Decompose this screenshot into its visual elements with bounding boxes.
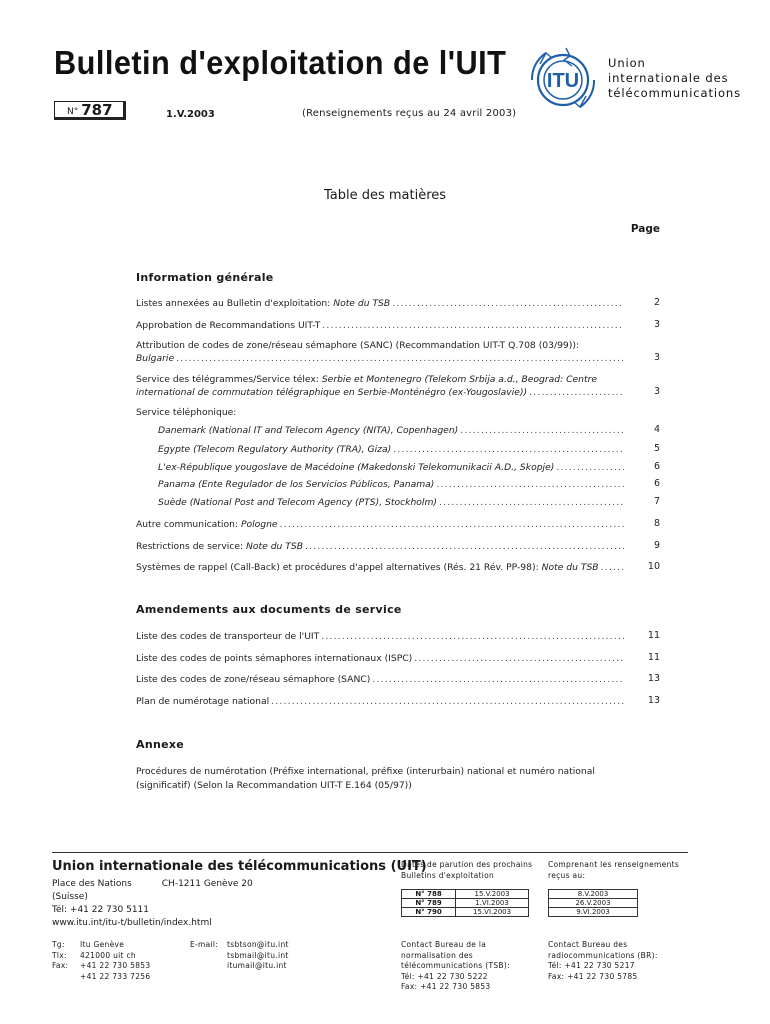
footer-web-link[interactable]: www.itu.int/itu-t/bulletin/index.html	[52, 918, 212, 928]
toc-page: 2	[653, 297, 660, 308]
email-link[interactable]: itumail@itu.int	[227, 961, 287, 970]
toc-page: 5	[653, 443, 660, 454]
footer-divider	[52, 852, 688, 853]
section-title: Information générale	[136, 271, 274, 284]
table-row: N° 789 1.VI.2003	[402, 899, 529, 908]
page-column-label: Page	[630, 223, 660, 235]
publication-dates-title: Dates de parution des prochains Bulletins d'exploitation	[401, 860, 533, 880]
email-link[interactable]: tsbtson@itu.int	[227, 940, 289, 949]
toc-entry[interactable]: Danemark (National IT and Telecom Agency (NITA), Copenhagen) .....	[158, 424, 624, 437]
table-row: 9.VI.2003	[549, 908, 638, 917]
toc-entry[interactable]: Panama (Ente Regulador de los Servicios Públicos, Panama) .....	[158, 478, 624, 491]
toc-entry[interactable]: Listes annexées au Bulletin d'exploitation: Note du TSB .....	[136, 297, 624, 310]
toc-entry[interactable]: Liste des codes de zone/réseau sémaphore (SANC) .....	[136, 673, 624, 686]
received-info-title: Comprenant les renseignements reçus au:	[548, 860, 680, 880]
toc-page: 11	[647, 652, 660, 663]
toc-page: 8	[653, 518, 660, 529]
org-name-line2: internationale des	[608, 71, 729, 85]
footer-address: Place des Nations CH-1211 Genève 20 (Suisse) Tél: +41 22 730 5111 www.itu.int/itu-t/bulletin/index.html	[52, 878, 382, 930]
toc-page: 3	[653, 319, 660, 330]
toc-page: 13	[647, 673, 660, 684]
toc-subheading: Service téléphonique:	[136, 407, 237, 418]
toc-entry[interactable]: Restrictions de service: Note du TSB .....	[136, 540, 624, 553]
toc-entry[interactable]: Attribution de codes de zone/réseau sémaphore (SANC) (Recommandation UIT-T Q.708 (03/99)): Bulgarie .....	[136, 339, 624, 365]
toc-page: 4	[653, 424, 660, 435]
toc-page: 10	[647, 561, 660, 572]
toc-entry[interactable]: Egypte (Telecom Regulatory Authority (TRA), Giza) .....	[158, 443, 624, 456]
org-name-block	[608, 56, 741, 101]
toc-page: 3	[653, 352, 660, 363]
issue-number: 787	[81, 101, 113, 119]
toc-heading: Table des matières	[323, 188, 447, 203]
footer-org-name: Union internationale des télécommunications (UIT)	[52, 859, 427, 874]
section-title: Annexe	[136, 738, 184, 751]
issue-note: (Renseignements reçus au 24 avril 2003)	[302, 108, 517, 119]
toc-entry[interactable]: Suède (National Post and Telecom Agency (PTS), Stockholm) .....	[158, 496, 624, 509]
table-row: N° 790 15.VI.2003	[402, 908, 529, 917]
table-row: N° 788 15.V.2003	[402, 890, 529, 899]
footer-emails: E-mail: tsbtson@itu.int tsbmail@itu.int itumail@itu.int	[190, 940, 289, 970]
toc-entry[interactable]: Service des télégrammes/Service télex: Serbie et Montenegro (Telekom Srbija a.d., Beograd: Centre international de commutation télégraphique en Serbie-Monténégro (ex-Yougoslavie)) .....	[136, 373, 624, 399]
itu-logo	[528, 44, 598, 114]
section-title: Amendements aux documents de service	[136, 603, 402, 616]
org-name-line3: télécommunications	[608, 86, 741, 100]
table-row: 26.V.2003	[549, 899, 638, 908]
toc-page: 13	[647, 695, 660, 706]
toc-entry[interactable]: Liste des codes de points sémaphores internationaux (ISPC) .....	[136, 652, 624, 665]
br-contact: Contact Bureau des radiocommunications (BR): Tél: +41 22 730 5217 Fax: +41 22 730 5785	[548, 940, 658, 981]
bulletin-title: Bulletin d'exploitation de l'UIT	[54, 44, 507, 81]
toc-entry[interactable]: Liste des codes de transporteur de l'UIT .....	[136, 630, 624, 643]
toc-page: 3	[653, 386, 660, 397]
footer-contacts: Tg: Itu Genève Tlx: 421000 uit ch Fax: +41 22 730 5853 +41 22 733 7256	[52, 940, 151, 981]
received-dates-table	[548, 889, 638, 917]
toc-entry[interactable]: Plan de numérotage national .....	[136, 695, 624, 708]
issue-prefix: N°	[67, 107, 79, 117]
toc-page: 6	[653, 461, 660, 472]
upcoming-issues-table	[401, 889, 529, 917]
org-name-line1: Union	[608, 56, 646, 70]
toc-entry[interactable]: Autre communication: Pologne .....	[136, 518, 624, 531]
toc-page: 11	[647, 630, 660, 641]
toc-page: 7	[653, 496, 660, 507]
toc-entry[interactable]: Systèmes de rappel (Call-Back) et procédures d'appel alternatives (Rés. 21 Rév. PP-98): Note du TSB .....	[136, 561, 624, 574]
email-link[interactable]: tsbmail@itu.int	[227, 950, 289, 960]
tsb-contact: Contact Bureau de la normalisation des télécommunications (TSB): Tél: +41 22 730 5222 Fax: +41 22 730 5853	[401, 940, 510, 991]
logo-text: ITU	[546, 70, 580, 92]
issue-date: 1.V.2003	[166, 109, 215, 120]
toc-page: 9	[653, 540, 660, 551]
annex-text[interactable]: Procédures de numérotation (Préfixe international, préfixe (interurbain) national et numéro national (significatif) (Selon la Recommandation UIT-T E.164 (05/97))	[136, 766, 595, 791]
toc-page: 6	[653, 478, 660, 489]
table-row: 8.V.2003	[549, 890, 638, 899]
toc-entry[interactable]: Approbation de Recommandations UIT-T .....	[136, 319, 624, 332]
issue-number-box	[54, 101, 126, 120]
toc-entry[interactable]: L'ex-République yougoslave de Macédoine (Makedonski Telekomunikacii A.D., Skopje) .....	[158, 461, 624, 474]
